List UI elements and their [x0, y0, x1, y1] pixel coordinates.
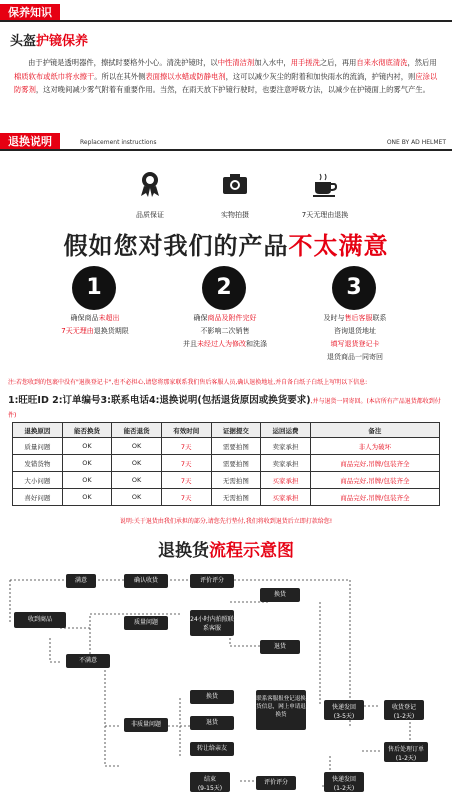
- table-cell: 商品完好,吊牌/包装齐全: [310, 489, 439, 506]
- return-info: 1:旺旺ID 2:订单编号3:联系电话4:退换说明(包括退货原因或换货要求),并与退货一同寄回。(本店所有产品退货都收到付件): [8, 395, 441, 419]
- step-text: 及时与售后客服联系 咨询退货地址 填写退货登记卡 退货商品一同寄回: [323, 314, 387, 361]
- step-number: 1: [72, 266, 116, 310]
- table-cell: OK: [62, 489, 112, 506]
- care-text-segment: 用手搓洗: [290, 58, 320, 67]
- care-text-segment: 表面擦以水蜡或防静电剂: [145, 71, 226, 81]
- table-header-cell: 运回运费: [261, 423, 311, 438]
- table-cell: 7天: [161, 438, 211, 455]
- table-cell: OK: [62, 438, 112, 455]
- table-header-cell: 有效时间: [161, 423, 211, 438]
- table-cell: OK: [62, 455, 112, 472]
- return-table: [12, 422, 440, 506]
- table-cell: 买家承担: [261, 489, 311, 506]
- flow-box-after: 售后处理订单 (1-2天): [384, 742, 428, 762]
- care-text-segment: 由于护镜是透明器件，擦拭时要格外小心。清洗护镜时，以: [28, 58, 218, 67]
- table-cell: OK: [112, 455, 162, 472]
- care-title: 头盔护镜保养: [10, 34, 89, 49]
- table-cell: 无需拍图: [211, 489, 261, 506]
- table-cell: 需要拍图: [211, 438, 261, 455]
- note-text: 注:若您收到的包裹中没有"退换登记卡",也不必担心,请您将那家联系我们售后客服人员,确认退换地址,并自备白纸子白纸上写明以下信息:: [8, 379, 368, 386]
- step-text: 确保商品及附件完好 不影响二次销售 并且未经过人为修改和洗涤: [183, 314, 267, 348]
- brand-label: ONE BY AD HELMET: [386, 139, 446, 146]
- table-cell: 需要拍图: [211, 455, 261, 472]
- care-text-segment: ，然后用: [407, 58, 437, 67]
- table-row: [13, 438, 440, 455]
- note-text: 说明:关于退货由我们承担的部分,请您先行垫付,我们将收到退货后立即打款给您!: [119, 518, 333, 525]
- care-text-segment: 之后，再用: [319, 58, 357, 67]
- section-tag: 保养知识: [0, 4, 60, 22]
- table-cell: 喜好问题: [13, 489, 63, 506]
- table-cell: 发错货物: [13, 455, 63, 472]
- icon-item: 实物拍摄: [190, 170, 280, 220]
- flow-box-photo: 24小时内拍照联系客服: [190, 610, 234, 636]
- section-tag: 退换说明: [0, 133, 60, 151]
- step-text: 确保商品未超出 7天无理由退换货期限: [61, 314, 129, 335]
- care-text-segment: 。所以在其外侧: [94, 71, 146, 81]
- table-cell: 7天: [161, 489, 211, 506]
- flow-box-gift: 转让给亲友: [190, 742, 234, 756]
- care-text-segment: 加入水中，: [254, 58, 291, 67]
- flow-box-quality: 质量问题: [124, 616, 168, 630]
- medal-icon: [136, 170, 164, 198]
- table-cell: 商品完好,吊牌/包装齐全: [310, 455, 439, 472]
- step-number: 2: [202, 266, 246, 310]
- care-text-segment: 应涂以防雾剂: [14, 71, 438, 95]
- table-header-cell: 能否退货: [112, 423, 162, 438]
- care-text-segment: 中性清洁剂: [217, 58, 255, 67]
- table-cell: 卖家承担: [261, 438, 311, 455]
- divider: [0, 149, 452, 151]
- cup-icon: [311, 170, 339, 198]
- table-row: [13, 489, 440, 506]
- care-text-segment: ，这可以减少灰尘的附着和加快雨水的流淌，护镜内衬，则: [225, 71, 416, 81]
- flow-box-exchange2: 换货: [190, 690, 234, 704]
- table-cell: 质量问题: [13, 438, 63, 455]
- table-cell: 非人为破坏: [310, 438, 439, 455]
- table-cell: 7天: [161, 455, 211, 472]
- flow-box-express2: 快递发回 (1-2天): [324, 772, 364, 792]
- flow-box-rate: 评价评分: [190, 574, 234, 588]
- care-text-segment: ，这对晚间减少雾气附着有重要作用。当然，在雨天放下护镜行驶时，也要注意呼吸方法，以减少在护镜面上的雾气产生。: [35, 85, 430, 95]
- table-cell: OK: [62, 472, 112, 489]
- care-text-segment: 棉质软布或纸巾将水擦干: [14, 71, 95, 81]
- flow-lines: [0, 566, 452, 800]
- table-cell: 商品完好,吊牌/包装齐全: [310, 472, 439, 489]
- table-header: [13, 423, 440, 438]
- flow-box-confirm: 确认收货: [124, 574, 168, 588]
- flow-box-return: 退货: [260, 640, 300, 654]
- table-cell: OK: [112, 438, 162, 455]
- banner-title: 假如您对我们的产品不太满意: [63, 232, 389, 260]
- flow-box-nonquality: 非质量问题: [124, 718, 168, 732]
- table-row: [13, 472, 440, 489]
- care-text-segment: 自来水彻底清洗: [356, 58, 408, 67]
- table-header-cell: 证据提交: [211, 423, 261, 438]
- section-subtitle: Replacement instructions: [80, 139, 157, 146]
- flow-box-cs: 联系客服报登记退换货信息，网上申请退换货: [256, 690, 306, 730]
- flow-box-exchange: 换货: [260, 588, 300, 602]
- section-header-care: [0, 4, 452, 22]
- table-header-cell: 能否换货: [62, 423, 112, 438]
- table-cell: 大小问题: [13, 472, 63, 489]
- table-cell: OK: [112, 489, 162, 506]
- step-number: 3: [332, 266, 376, 310]
- flow-box-express: 快递发回 (3-5天): [324, 700, 364, 720]
- flow-title: 退换货流程示意图: [158, 541, 294, 561]
- table-row: [13, 455, 440, 472]
- table-cell: 无需拍图: [211, 472, 261, 489]
- icon-item: 7天无理由退换: [280, 170, 370, 220]
- divider: [0, 20, 452, 22]
- guarantee-icons: [0, 170, 452, 220]
- flow-box-register: 收货登记 (1-2天): [384, 700, 424, 720]
- table-cell: 7天: [161, 472, 211, 489]
- flow-box-satisfied: 满意: [66, 574, 96, 588]
- flow-box-rate2: 评价评分: [256, 776, 296, 790]
- flow-box-return2: 退货: [190, 716, 234, 730]
- table-cell: OK: [112, 472, 162, 489]
- flow-diagram: [0, 566, 452, 800]
- section-header-return: [0, 133, 452, 151]
- table-cell: 卖家承担: [261, 455, 311, 472]
- flow-box-unsatisfied: 不满意: [66, 654, 110, 668]
- table-header-cell: 退换原因: [13, 423, 63, 438]
- flow-box-receive: 收到商品: [14, 612, 66, 628]
- table-header-cell: 备注: [310, 423, 439, 438]
- table-cell: 买家承担: [261, 472, 311, 489]
- care-paragraph: [14, 56, 442, 97]
- flow-box-done: 结束 (9-15天): [190, 772, 230, 792]
- icon-item: 品质保证: [105, 170, 195, 220]
- camera-icon: [221, 170, 249, 198]
